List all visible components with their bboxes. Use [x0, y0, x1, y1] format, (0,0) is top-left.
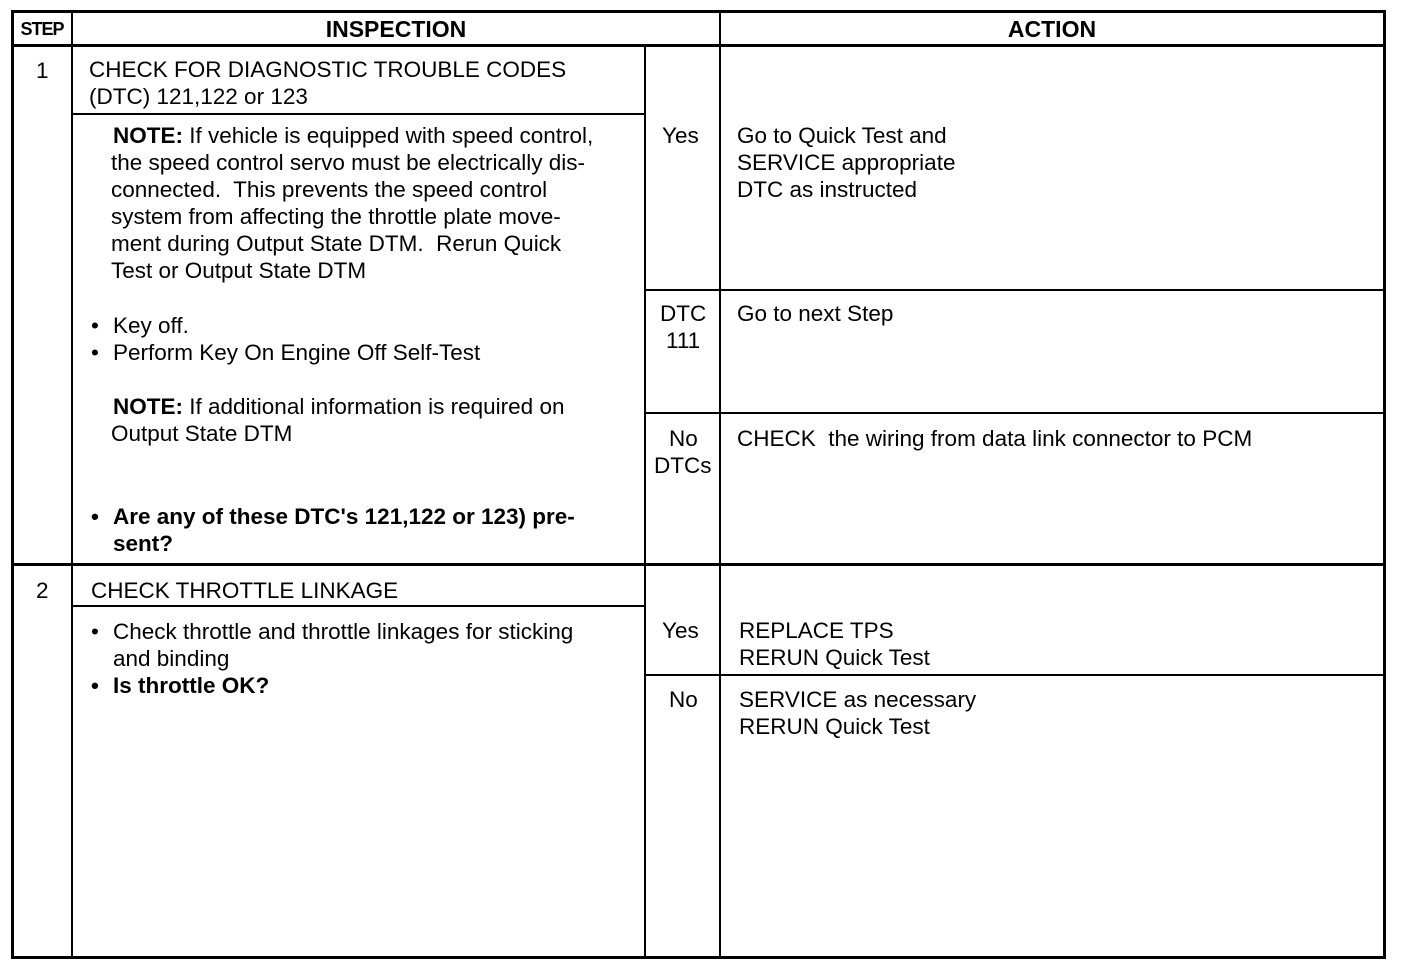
header-inspection: INSPECTION [325, 16, 467, 42]
step1-row-rule-1 [644, 289, 1386, 291]
note-text: connected. This prevents the speed control [111, 177, 548, 202]
question-text: sent? [113, 531, 174, 556]
bullet-dot: • [91, 504, 99, 529]
step-separator [11, 563, 1386, 566]
action-text: CHECK the wiring from data link connector to PCM [737, 426, 1253, 451]
result-label-no: No [669, 687, 698, 712]
step-title: (DTC) 121,122 or 123 [89, 84, 308, 109]
result-label-dtc: DTC [660, 301, 707, 326]
note-text: ment during Output State DTM. Rerun Quick [111, 231, 562, 256]
action-text: RERUN Quick Test [739, 714, 930, 739]
question-text: Are any of these DTC's 121,122 or 123) pre- [113, 504, 575, 529]
action-text: Go to next Step [737, 301, 894, 326]
step-col-divider [71, 10, 73, 959]
question-text: Is throttle OK? [113, 673, 270, 698]
result-col-divider [644, 47, 646, 959]
bullet-dot: • [91, 619, 99, 644]
result-label-no: No [669, 426, 698, 451]
action-text: DTC as instructed [737, 177, 918, 202]
bullet-text: Perform Key On Engine Off Self-Test [113, 340, 481, 365]
action-text: SERVICE as necessary [739, 687, 977, 712]
step1-row-rule-2 [644, 412, 1386, 414]
note-label: NOTE: [113, 123, 183, 148]
action-text: REPLACE TPS [739, 618, 894, 643]
step-title: CHECK THROTTLE LINKAGE [91, 578, 399, 603]
note-text: Test or Output State DTM [111, 258, 367, 283]
bullet-text: Check throttle and throttle linkages for sticking [113, 619, 574, 644]
result-label-no: DTCs [654, 453, 712, 478]
bullet-dot: • [91, 340, 99, 365]
bullet-text: and binding [113, 646, 230, 671]
header-rule [11, 44, 1386, 47]
note-text: the speed control servo must be electrically dis- [111, 150, 585, 175]
header-action: ACTION [1007, 16, 1097, 42]
note-text: NOTE: If additional information is required on [113, 394, 565, 419]
note-text: Output State DTM [111, 421, 293, 446]
note-label: NOTE: [113, 394, 183, 419]
border-left [11, 10, 14, 959]
action-text: Go to Quick Test and [737, 123, 947, 148]
bullet-dot: • [91, 313, 99, 338]
step2-row-rule [644, 674, 1386, 676]
step2-title-rule [71, 605, 645, 607]
action-text: SERVICE appropriate [737, 150, 956, 175]
action-col-divider [719, 10, 721, 959]
step-number: 2 [36, 578, 49, 603]
note-text: NOTE: If vehicle is equipped with speed control, [113, 123, 594, 148]
bullet-text: Key off. [113, 313, 189, 338]
result-label-dtc: 111 [666, 328, 701, 353]
border-right [1383, 10, 1386, 959]
note-text: system from affecting the throttle plate move- [111, 204, 561, 229]
step-title: CHECK FOR DIAGNOSTIC TROUBLE CODES [89, 57, 567, 82]
result-label-yes: Yes [662, 123, 699, 148]
action-text: RERUN Quick Test [739, 645, 930, 670]
result-label-yes: Yes [662, 618, 699, 643]
step-number: 1 [36, 58, 49, 83]
header-step: STEP [20, 19, 64, 39]
bullet-dot: • [91, 673, 99, 698]
border-top [11, 10, 1386, 13]
border-bottom [11, 956, 1386, 959]
step1-title-rule [71, 113, 645, 115]
